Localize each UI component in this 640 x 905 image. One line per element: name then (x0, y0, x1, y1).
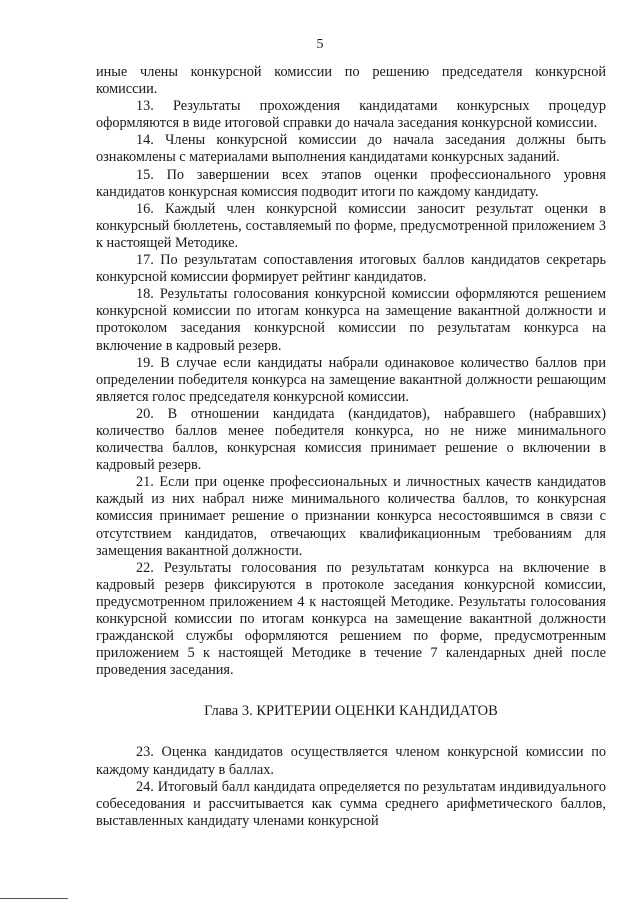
footnote-divider (0, 898, 68, 899)
page-number: 5 (316, 37, 324, 52)
paragraph: иные члены конкурсной комиссии по решению председателя конкурсной комиссии. (96, 64, 606, 98)
paragraph: 22. Результаты голосования по результатам конкурса на включение в кадровый резерв фиксируются в протоколе заседания конкурсной комиссии, предусмотренном приложением 4 к настоящей Методике. Результаты голосования конкурсной комиссии по итогам конкурса на замещение вакантной должности гражданской службы оформляются решением по форме, предусмотренным приложением 5 к настоящей Методике в течение 7 календарных дней после проведения заседания. (96, 559, 606, 679)
paragraph: 16. Каждый член конкурсной комиссии заносит результат оценки в конкурсный бюллетень, составляемый по форме, предусмотренной приложением 3 к настоящей Методике. (96, 200, 606, 251)
paragraph: 20. В отношении кандидата (кандидатов), набравшего (набравших) количество баллов менее победителя конкурса, но не ниже минимального количества баллов, конкурсная комиссия принимает решение о включении в кадровый резерв. (96, 405, 606, 474)
paragraph: 14. Члены конкурсной комиссии до начала заседания должны быть ознакомлены с материалами выполнения кандидатами конкурсных заданий. (96, 132, 606, 166)
paragraph: 18. Результаты голосования конкурсной комиссии оформляются решением конкурсной комиссии по итогам конкурса на замещение вакантной должности и протоколом заседания конкурсной комиссии по результатам конкурса на включение в кадровый резерв. (96, 286, 606, 354)
paragraph: 15. По завершении всех этапов оценки профессионального уровня кандидатов конкурсная комиссия подводит итоги по каждому кандидату. (96, 166, 606, 200)
paragraph: 23. Оценка кандидатов осуществляется членом конкурсной комиссии по каждому кандидату в баллах. (96, 744, 606, 778)
chapter-heading: Глава 3. КРИТЕРИИ ОЦЕНКИ КАНДИДАТОВ (204, 703, 498, 720)
document-body (96, 64, 606, 830)
paragraph: 24. Итоговый балл кандидата определяется по результатам индивидуального собеседования и рассчитывается как сумма среднего арифметического баллов, выставленных кандидату членами конкурсной (96, 778, 606, 829)
paragraph: 17. По результатам сопоставления итоговых баллов кандидатов секретарь конкурсной комиссии формирует рейтинг кандидатов. (96, 252, 606, 286)
paragraph: 21. Если при оценке профессиональных и личностных качеств кандидатов каждый из них набрал ниже минимального количества баллов, то конкурсная комиссия принимает решение о признании конкурса несостоявшимся в связи с отсутствием кандидатов, отвечающих квалификационным требованиям для замещения вакантной должности. (96, 474, 606, 559)
paragraphs-before-heading (96, 64, 606, 679)
paragraphs-after-heading (96, 744, 606, 829)
paragraph: 13. Результаты прохождения кандидатами конкурсных процедур оформляются в виде итоговой справки до начала заседания конкурсной комиссии. (96, 98, 606, 132)
paragraph: 19. В случае если кандидаты набрали одинаковое количество баллов при определении победителя конкурса на замещение вакантной должности решающим является голос председателя конкурсной комиссии. (96, 354, 606, 405)
